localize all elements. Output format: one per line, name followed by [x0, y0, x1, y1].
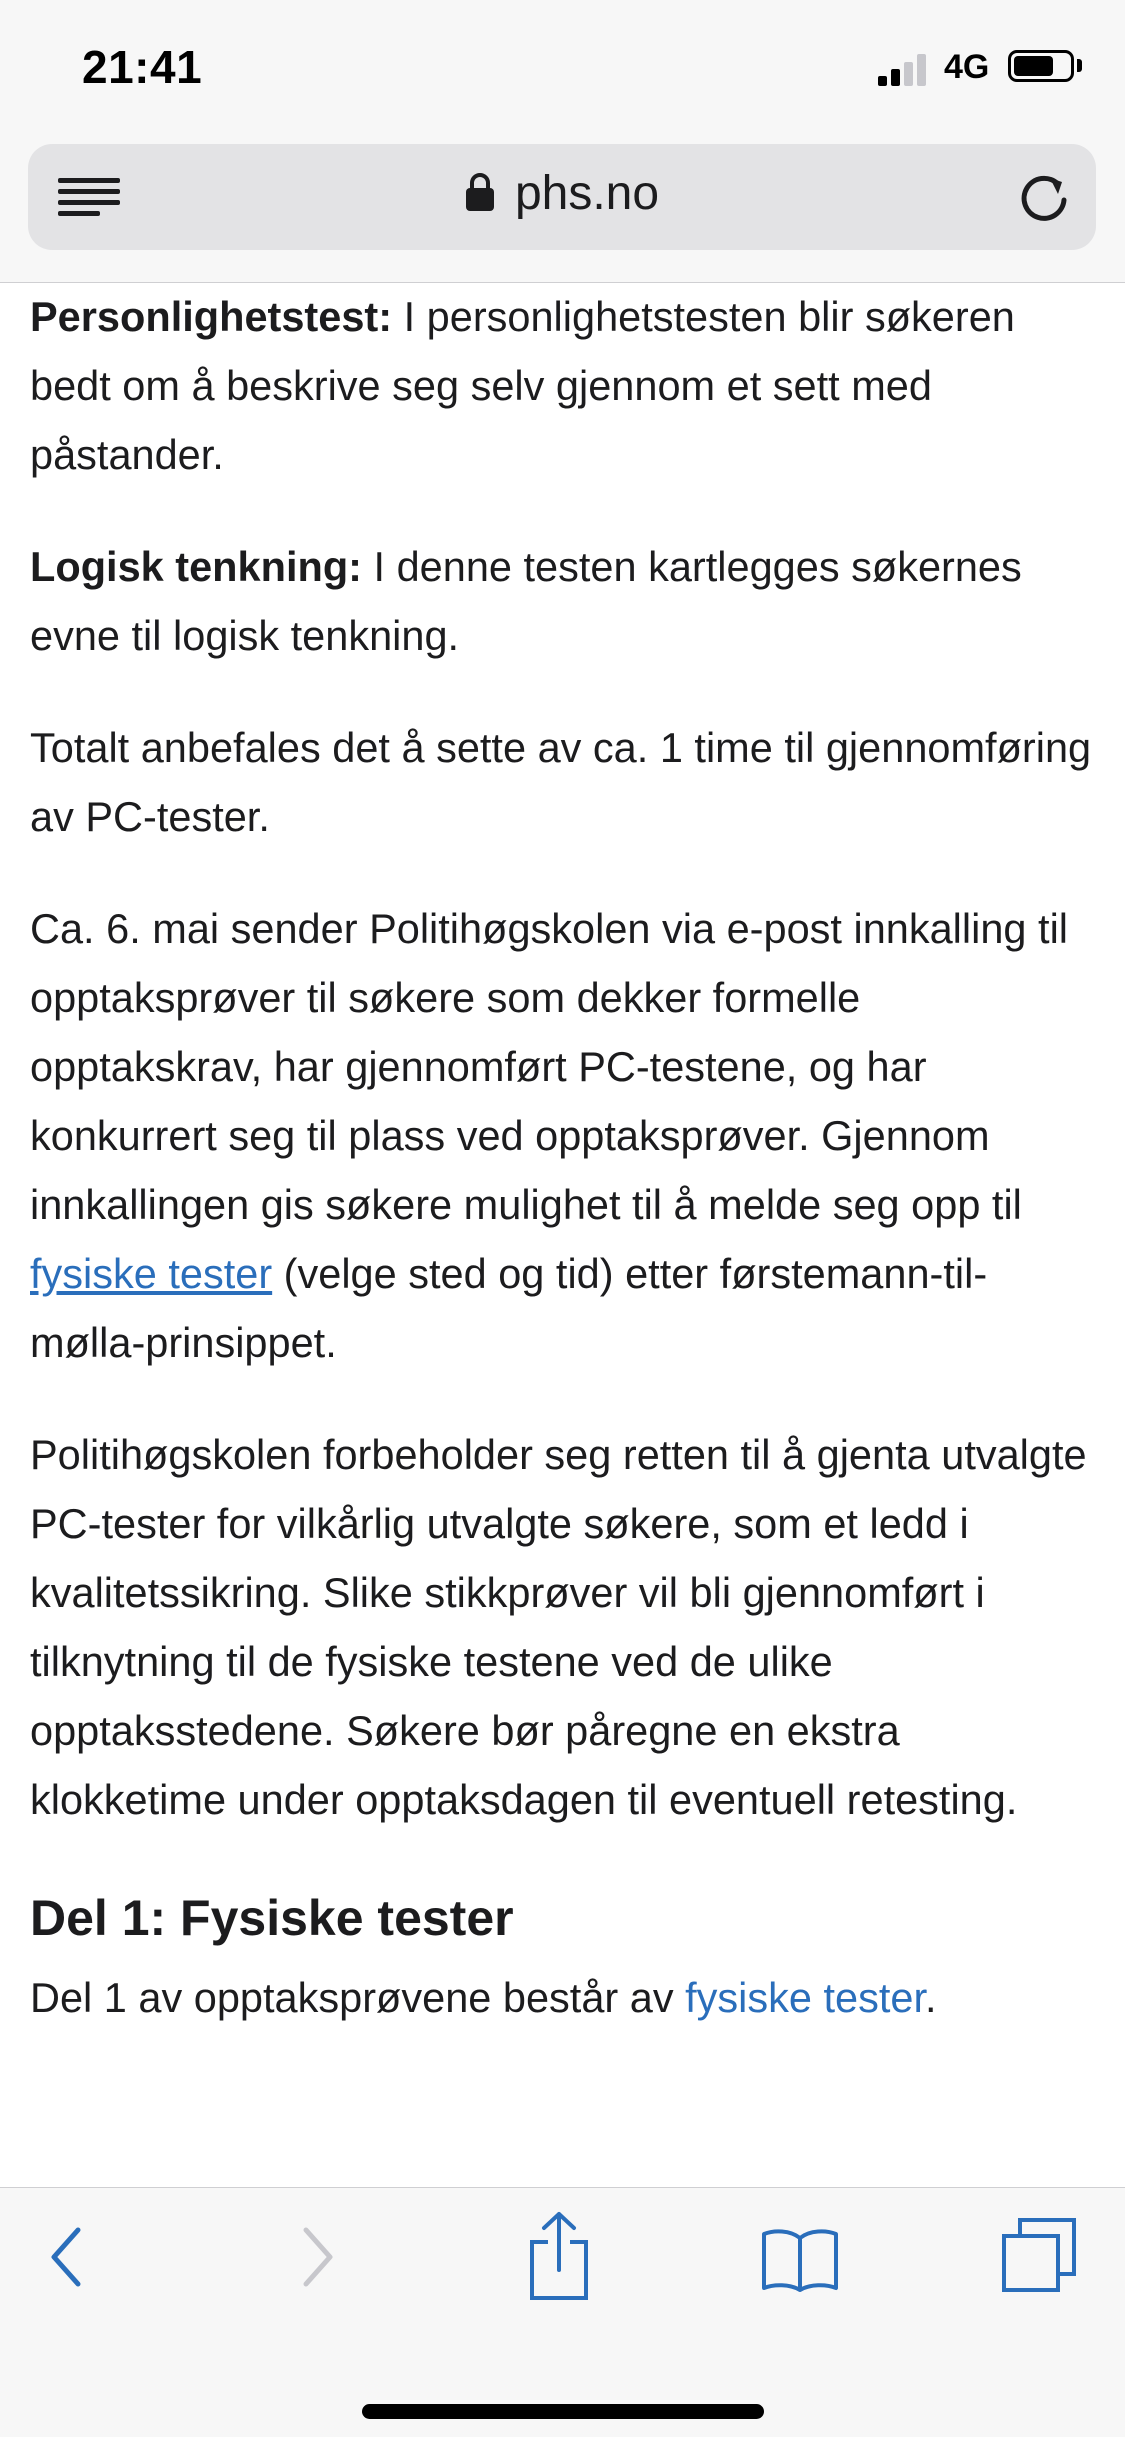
- address-bar[interactable]: [28, 144, 1096, 250]
- network-type: 4G: [944, 48, 990, 86]
- paragraph-text: Ca. 6. mai sender Politihøgskolen via e-post innkalling til opptaksprøver til søkere som dekker formelle opptakskrav, har gjennomført PC-testene, og har konkurrert seg til plass ved opptaksprøver. Gjennom innkallingen gis søkere mulighet til å melde seg opp til: [30, 905, 1069, 1228]
- paragraph-text: I personlighetstesten blir søkeren bedt om å beskrive seg selv gjennom et sett med påstander.: [30, 293, 1015, 478]
- term-logic-test: Logisk tenkning:: [30, 543, 362, 590]
- battery-icon: [1008, 50, 1074, 82]
- physical-tests-link[interactable]: fysiske tester: [30, 1250, 273, 1297]
- url-display[interactable]: [28, 166, 1096, 221]
- tabs-icon[interactable]: [1000, 2216, 1080, 2296]
- lock-icon: [465, 172, 495, 212]
- url-text: phs.no: [514, 167, 660, 220]
- share-icon[interactable]: [526, 2210, 592, 2302]
- paragraph-logic-test: [30, 532, 1095, 670]
- paragraph-text: I denne testen kartlegges søkernes evne til logisk tenkning.: [30, 543, 1022, 659]
- paragraph-text: .: [925, 1974, 937, 2021]
- paragraph-invitation: [30, 894, 1095, 1377]
- cellular-signal-icon: [878, 52, 930, 86]
- forward-icon[interactable]: [294, 2224, 340, 2290]
- paragraph-retesting: Politihøgskolen forbeholder seg retten til å gjenta utvalgte PC-tester for vilkårlig utvalgte søkere, som et ledd i kvalitetssikring. Slike stikkprøver vil bli gjennomført i tilknytning til de fysiske testene ved de ulike opptaksstedene. Søkere bør påregne en ekstra klokketime under opptaksdagen til eventuell retesting.: [30, 1431, 1087, 1823]
- paragraph-text: (velge sted og tid) etter førstemann-til-mølla-prinsippet.: [30, 1250, 988, 1366]
- paragraph-personality-test: [30, 282, 1095, 489]
- home-indicator[interactable]: [362, 2404, 764, 2419]
- reload-icon[interactable]: [1016, 168, 1074, 226]
- battery-tip: [1077, 59, 1082, 72]
- browser-bottom-toolbar: [0, 2187, 1125, 2437]
- back-icon[interactable]: [44, 2224, 90, 2290]
- paragraph-part1: [30, 1963, 1095, 2032]
- status-time: 21:41: [82, 41, 203, 93]
- status-bar: [0, 0, 1125, 140]
- article-content: [30, 282, 1095, 2187]
- section-heading: Del 1: Fysiske tester: [30, 1890, 514, 1946]
- paragraph-time-estimate: Totalt anbefales det å sette av ca. 1 time til gjennomføring av PC-tester.: [30, 724, 1092, 840]
- physical-tests-link-2[interactable]: fysiske tester: [685, 1974, 925, 2021]
- term-personality-test: Personlighetstest:: [30, 293, 393, 340]
- bookmarks-icon[interactable]: [760, 2226, 840, 2292]
- paragraph-text: Del 1 av opptaksprøvene består av: [30, 1974, 686, 2021]
